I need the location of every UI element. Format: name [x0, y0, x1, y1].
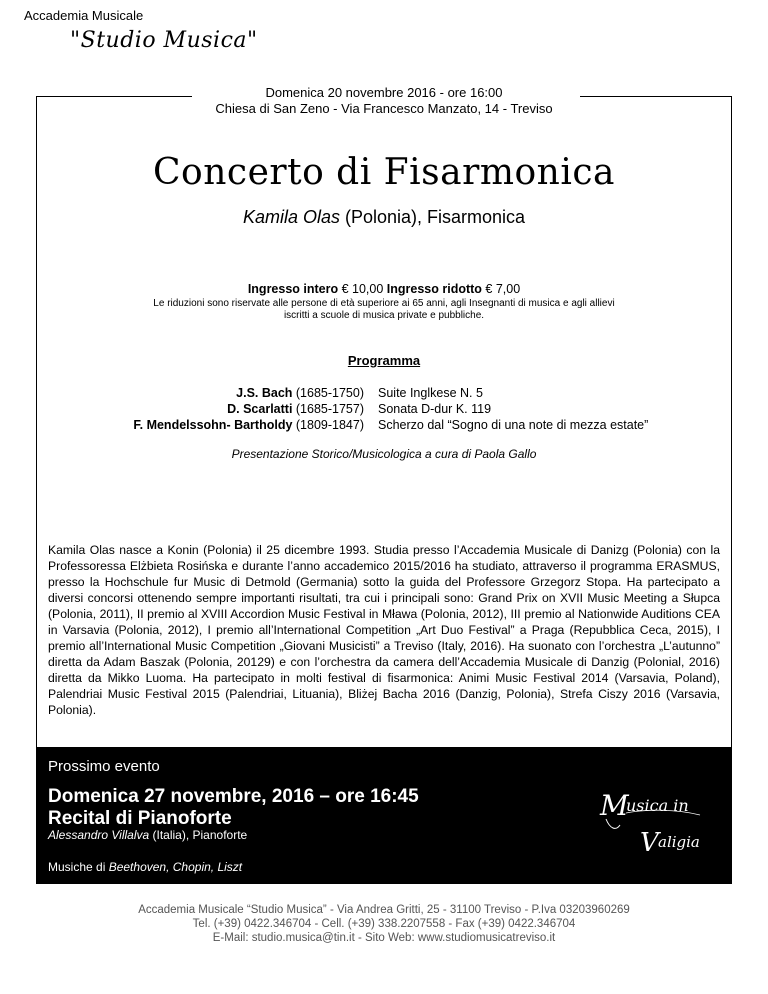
- program-list: [0, 385, 768, 433]
- musica-in-valigia-logo: [596, 769, 726, 869]
- composer-years: (1685-1757): [292, 402, 364, 416]
- performer-biography: Kamila Olas nasce a Konin (Polonia) il 25 dicembre 1993. Studia presso l’Accademia Musicale di Danizg (Polonia) con la Professoressa Elżbieta Rosińska e durante l’anno accademico 2015/2016 ha studiato, attraverso il programma ERASMUS, presso la Hochschule fur Music di Detmold (Germania) sotto la guida del Professore Grzegorz Stopa. Ha partecipato a diversi concorsi ottenendo sempre importanti risultati, tra cui i principali sono: Grand Prix on XVII Music Meeting a Słupca (Polonia, 2011), II premio al XVIII Accordion Music Festival in Mława (Polonia, 2012), III premio al Nationwide Auditions CEA in Varsavia (Polonia, 2012), I premio all’International Competition „Art Duo Festival” a Praga (Repubblica Ceca, 2015), I premio all’International Music Competition „Giovani Musicisti” a Treviso (Italy, 2016). Ha suonato con l’orchestra „L’autunno” diretta da Adam Baszak (Polonia, 20129) e con l’orchestra da camera dell’Accademia Musicale di Danzig (Polonial, 2016) diretta da Mikko Luoma. Ha partecipato in molti festival di fisarmonica: Animi Music Festival 2014 (Varsavia, Poland), Palendriai Music Festival 2015 (Palendriai, Lituania), Bliżej Bacha 2016 (Danzig, Polonia), Strefa Ciszy 2016 (Varsavia, Polonia).: [48, 543, 720, 717]
- next-event-performer: [48, 828, 247, 842]
- next-event-music: [48, 860, 242, 874]
- composer-years: (1685-1750): [292, 386, 364, 400]
- composer-name: J.S. Bach: [236, 386, 293, 400]
- reduced-price-label: Ingresso ridotto: [386, 282, 482, 296]
- svg-text:aligia: aligia: [658, 833, 700, 851]
- footer-address: Accademia Musicale “Studio Musica” - Via Andrea Gritti, 25 - 31100 Treviso - P.Iva 03203960269: [138, 904, 630, 916]
- footer-phones: Tel. (+39) 0422.346704 - Cell. (+39) 338.2207558 - Fax (+39) 0422.346704: [192, 918, 576, 930]
- next-event-heading: [48, 786, 419, 830]
- ticket-prices: [0, 282, 768, 296]
- svg-text:usica in: usica in: [626, 796, 689, 815]
- event-datetime-venue: [0, 85, 768, 117]
- concert-title: Concerto di Fisarmonica: [153, 152, 615, 193]
- footer-web: E-Mail: studio.musica@tin.it - Sito Web: www.studiomusicatreviso.it: [212, 932, 556, 944]
- reduced-price-value: € 7,00: [481, 282, 521, 296]
- work-title: Sonata D-dur K. 119: [378, 402, 492, 416]
- next-event-date: Domenica 27 novembre, 2016 – ore 16:45: [48, 786, 419, 807]
- performer-details: (Polonia), Fisarmonica: [339, 207, 526, 227]
- musica-in-valigia-logo-icon: [596, 769, 726, 869]
- composer-years: (1809-1847): [292, 418, 364, 432]
- program-title: Programma: [347, 353, 421, 368]
- program-item: [0, 417, 768, 433]
- music-prefix: Musiche di: [48, 860, 109, 874]
- full-price-label: Ingresso intero: [247, 282, 339, 296]
- event-venue: Chiesa di San Zeno - Via Francesco Manzato, 14 - Treviso: [215, 101, 553, 116]
- presentation-credit: Presentazione Storico/Musicologica a cura di Paola Gallo: [231, 447, 537, 461]
- svg-text:V: V: [640, 828, 659, 858]
- work-title: Suite Inglkese N. 5: [378, 386, 483, 400]
- performer-line: [0, 207, 768, 228]
- event-date: Domenica 20 novembre 2016 - ore 16:00: [265, 85, 503, 100]
- full-price-value: € 10,00: [338, 282, 387, 296]
- next-performer-name: Alessandro Villalva: [48, 828, 150, 842]
- next-event-panel: [36, 747, 732, 884]
- reduction-note: Le riduzioni sono riservate alle persone di età superiore ai 65 anni, agli Insegnanti di musica e agli allievi iscritti a scuole di musica private e pubbliche.: [153, 298, 615, 321]
- program-item: [0, 401, 768, 417]
- footer-contacts: [0, 903, 768, 945]
- next-event-label: Prossimo evento: [48, 758, 160, 775]
- work-title: Scherzo dal “Sogno di una note di mezza estate”: [378, 418, 649, 432]
- next-performer-details: (Italia), Pianoforte: [149, 828, 248, 842]
- music-composers: Beethoven, Chopin, Liszt: [108, 860, 243, 874]
- studio-logo-text: "Studio Musica": [70, 28, 258, 53]
- next-event-title: Recital di Pianoforte: [48, 808, 232, 829]
- organization-name: Accademia Musicale: [24, 8, 144, 23]
- performer-name: Kamila Olas: [242, 207, 340, 227]
- composer-name: D. Scarlatti: [227, 402, 293, 416]
- program-item: [0, 385, 768, 401]
- svg-text:M: M: [600, 789, 629, 822]
- composer-name: F. Mendelssohn- Bartholdy: [133, 418, 293, 432]
